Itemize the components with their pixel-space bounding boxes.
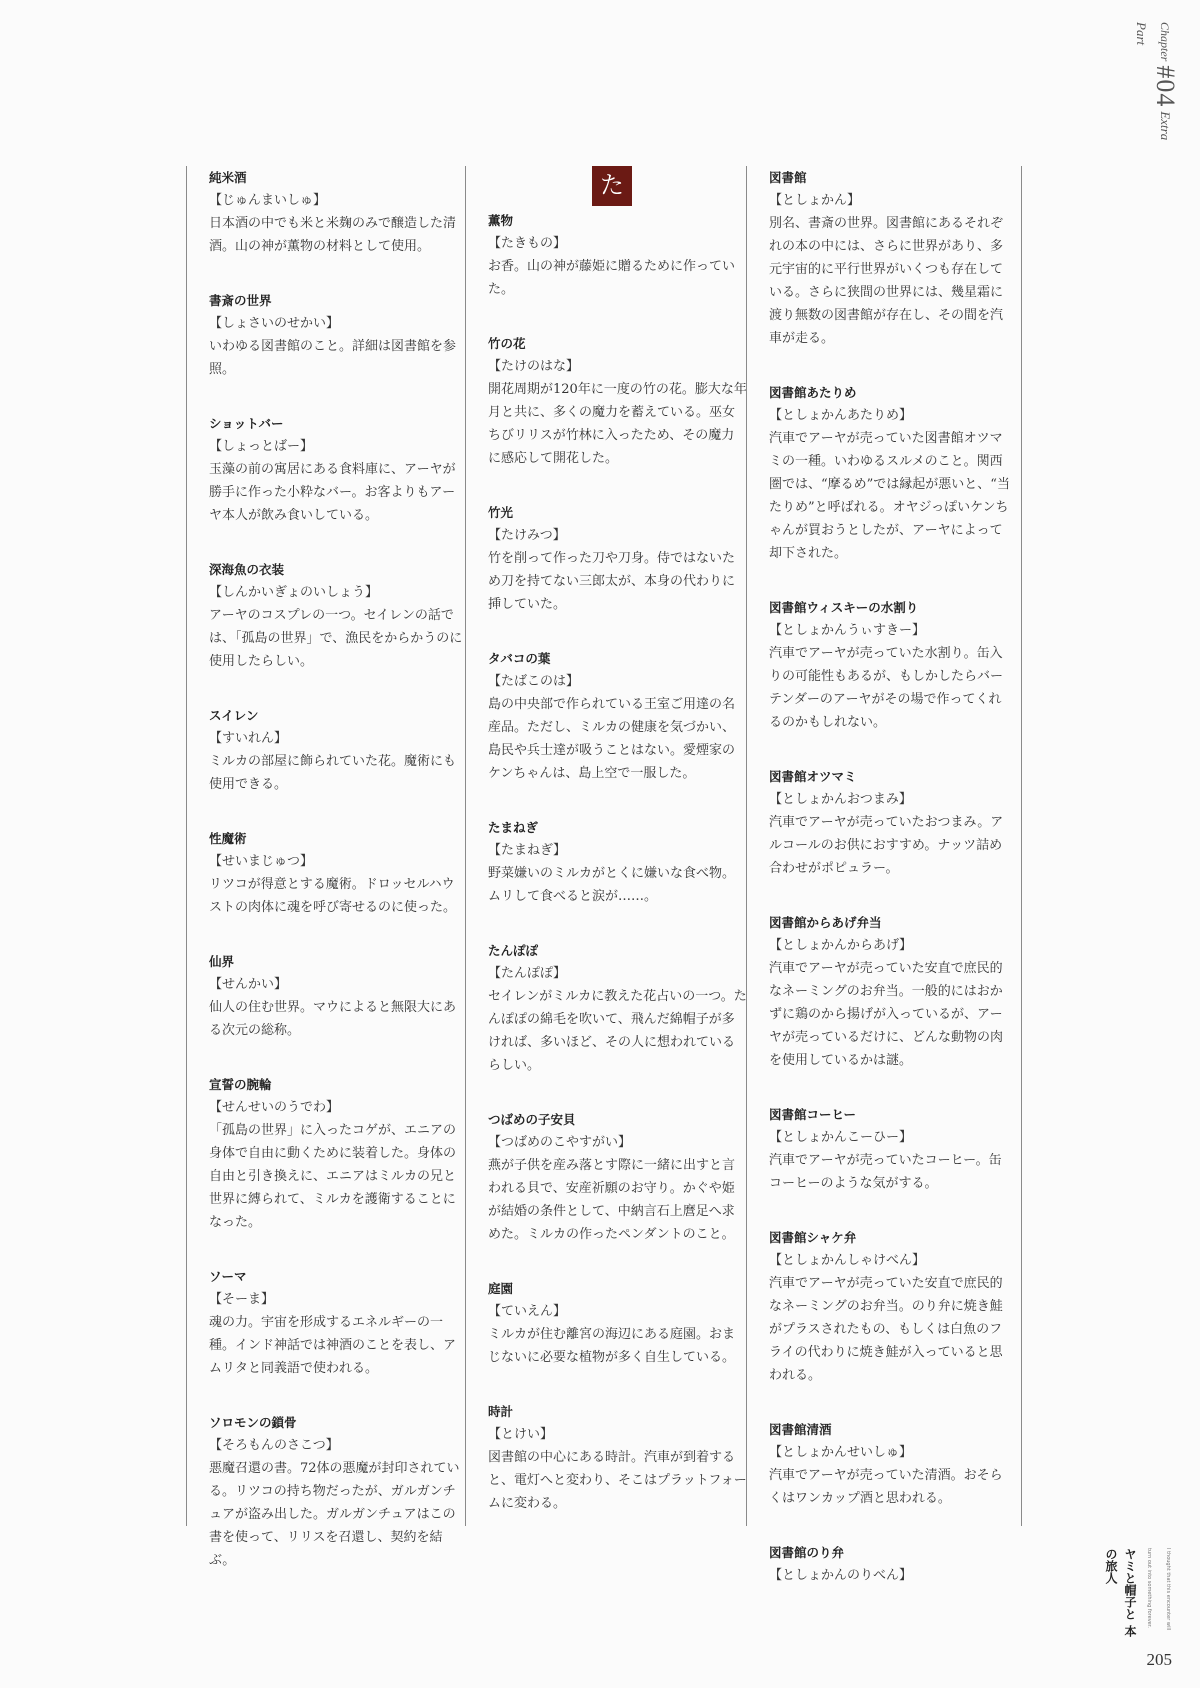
entry-description: 開花周期が120年に一度の竹の花。膨大な年月と共に、多くの魔力を蓄えている。巫女ちびリリスが竹林に入ったため、その魔力に感応して開花した。 bbox=[488, 382, 747, 466]
entry-reading: 【としょかんうぃすきー】 bbox=[769, 623, 926, 638]
entry-reading: 【すいれん】 bbox=[209, 731, 288, 746]
glossary-entry bbox=[769, 1103, 1013, 1195]
entry-reading: 【としょかんせいしゅ】 bbox=[769, 1445, 913, 1460]
glossary-entry bbox=[769, 381, 1013, 565]
glossary-entry bbox=[769, 765, 1013, 880]
entry-description: 別名、書斎の世界。図書館にあるそれぞれの本の中には、さらに世界があり、多元宇宙的に平行世界がいくつも存在している。さらに狭間の世界には、幾星霜に渡り無数の図書館が存在し、その間を汽車が走る。 bbox=[769, 216, 1004, 346]
glossary-entry bbox=[769, 1541, 1013, 1587]
entry-description: ミルカの部屋に飾られていた花。魔術にも使用できる。 bbox=[209, 754, 457, 792]
entry-description: 汽車でアーヤが売っていた清酒。おそらくはワンカップ酒と思われる。 bbox=[769, 1468, 1003, 1506]
entry-description: 汽車でアーヤが売っていたおつまみ。アルコールのお供におすすめ。ナッツ詰め合わせがポピュラー。 bbox=[769, 815, 1004, 876]
entry-reading: 【しんかいぎょのいしょう】 bbox=[209, 585, 379, 600]
entry-term: 深海魚の衣装 bbox=[209, 562, 285, 577]
entry-reading: 【としょかんからあげ】 bbox=[769, 938, 913, 953]
entry-reading: 【たんぽぽ】 bbox=[488, 966, 567, 981]
entry-reading: 【としょかんこーひー】 bbox=[769, 1130, 913, 1145]
entry-term: 図書館コーヒー bbox=[769, 1107, 857, 1122]
entry-term: タバコの葉 bbox=[488, 651, 551, 666]
entry-term: 竹光 bbox=[488, 505, 514, 520]
page-number: 205 bbox=[1146, 1650, 1172, 1669]
glossary-entry bbox=[209, 1265, 466, 1380]
entry-description: 魂の力。宇宙を形成するエネルギーの一種。インド神話では神酒のことを表し、アムリタと同義語で使われる。 bbox=[209, 1315, 457, 1376]
entry-reading: 【としょかんおつまみ】 bbox=[769, 792, 912, 807]
entry-description: 日本酒の中でも米と米麹のみで醸造した清酒。山の神が薫物の材料として使用。 bbox=[209, 216, 457, 254]
entry-description: 燕が子供を産み落とす際に一緒に出すと言われる貝で、安産祈願のお守り。かぐや姫が結婚の条件として、中納言石上麿足へ求めた。ミルカの作ったペンダントのこと。 bbox=[488, 1158, 736, 1242]
entry-reading: 【たばこのは】 bbox=[488, 674, 580, 689]
entry-reading: 【そろもんのさこつ】 bbox=[209, 1438, 339, 1453]
entry-reading: 【としょかんのりべん】 bbox=[769, 1568, 913, 1583]
glossary-column-3 bbox=[746, 166, 1022, 1583]
glossary-entry bbox=[769, 1226, 1013, 1387]
entry-description: 仙人の住む世界。マウによると無限大にある次元の総称。 bbox=[209, 1000, 457, 1038]
glossary-entry bbox=[209, 827, 466, 919]
entry-description: 汽車でアーヤが売っていたコーヒー。缶コーヒーのような気がする。 bbox=[769, 1153, 1002, 1191]
glossary-column-1 bbox=[186, 166, 466, 1568]
glossary-entry bbox=[209, 950, 466, 1042]
entry-description: 汽車でアーヤが売っていた安直で庶民的なネーミングのお弁当。一般的にはおかずに鶏のから揚げが入っているが、アーヤが売っているだけに、どんな動物の肉を使用しているかは謎。 bbox=[769, 961, 1004, 1068]
entry-description: 野菜嫌いのミルカがとくに嫌いな食べ物。ムリして食べると涙が……。 bbox=[488, 866, 736, 904]
chapter-number: #04 bbox=[1151, 65, 1180, 108]
glossary-entry bbox=[488, 939, 747, 1077]
glossary-entry bbox=[488, 209, 747, 301]
glossary-entry bbox=[209, 289, 466, 381]
entry-term: たんぽぽ bbox=[488, 943, 539, 958]
entry-term: 宣誓の腕輪 bbox=[209, 1077, 272, 1092]
entry-description: セイレンがミルカに教えた花占いの一つ。たんぽぽの綿毛を吹いて、飛んだ綿帽子が多ければ、多いほど、その人に想われているらしい。 bbox=[488, 989, 747, 1073]
book-title-footer bbox=[1104, 1548, 1178, 1638]
entry-term: 仙界 bbox=[209, 954, 235, 969]
entry-reading: 【せんせいのうでわ】 bbox=[209, 1100, 340, 1115]
entry-term: 図書館あたりめ bbox=[769, 385, 857, 400]
section-kana-badge: た bbox=[592, 166, 632, 206]
entry-term: 図書館ウィスキーの水割り bbox=[769, 600, 919, 615]
entry-term: 庭園 bbox=[488, 1281, 514, 1296]
footer-title-line-2: 本の旅人 bbox=[1104, 1548, 1137, 1638]
glossary-entry bbox=[488, 1400, 747, 1515]
entry-term: 図書館清酒 bbox=[769, 1422, 832, 1437]
glossary-entry bbox=[769, 911, 1013, 1072]
entry-description: 図書館の中心にある時計。汽車が到着すると、電灯へと変わり、そこはプラットフォームに変わる。 bbox=[488, 1450, 747, 1511]
glossary-entry bbox=[209, 558, 466, 673]
entry-term: ショットバー bbox=[209, 416, 284, 431]
entry-description: 汽車でアーヤが売っていた図書館オツマミの一種。いわゆるスルメのこと。関西圏では、“摩るめ”では縁起が悪いと、“当たりめ”と呼ばれる。オヤジっぽいケンちゃんが買おうとしたが、アーヤによって却下された。 bbox=[769, 431, 1010, 561]
entry-term: 時計 bbox=[488, 1404, 514, 1419]
glossary-entry bbox=[488, 501, 747, 616]
glossary-column-2 bbox=[465, 166, 747, 1526]
entry-term: 書斎の世界 bbox=[209, 293, 272, 308]
entry-reading: 【しょさいのせかい】 bbox=[209, 316, 340, 331]
glossary-entry bbox=[769, 166, 1013, 350]
entry-reading: 【たけみつ】 bbox=[488, 528, 566, 543]
chapter-mark bbox=[1120, 22, 1180, 142]
entry-description: リツコが得意とする魔術。ドロッセルハウストの肉体に魂を呼び寄せるのに使った。 bbox=[209, 877, 457, 915]
glossary-entry bbox=[209, 1073, 466, 1234]
entry-description: ミルカが住む離宮の海辺にある庭園。おまじないに必要な植物が多く自生している。 bbox=[488, 1327, 736, 1365]
entry-reading: 【つばめのこやすがい】 bbox=[488, 1135, 632, 1150]
entry-reading: 【ていえん】 bbox=[488, 1304, 567, 1319]
entry-reading: 【としょかん】 bbox=[769, 193, 861, 208]
entry-reading: 【たまねぎ】 bbox=[488, 843, 567, 858]
entry-reading: 【とけい】 bbox=[488, 1427, 554, 1442]
entry-term: 図書館オツマミ bbox=[769, 769, 857, 784]
entry-description: アーヤのコスプレの一つ。セイレンの話では、「孤島の世界」で、漁民をからかうのに使用したらしい。 bbox=[209, 608, 463, 669]
entry-term: 図書館からあげ弁当 bbox=[769, 915, 882, 930]
entry-term: 図書館シャケ弁 bbox=[769, 1230, 857, 1245]
entry-term: ソロモンの鎖骨 bbox=[209, 1415, 297, 1430]
entry-reading: 【しょっとばー】 bbox=[209, 439, 314, 454]
entry-reading: 【せいまじゅつ】 bbox=[209, 854, 314, 869]
entry-description: 島の中央部で作られている王室ご用達の名産品。ただし、ミルカの健康を気づかい、島民や兵士達が吸うことはない。愛煙家のケンちゃんは、島上空で一服した。 bbox=[488, 697, 736, 781]
entry-term: 薫物 bbox=[488, 213, 514, 228]
entry-reading: 【そーま】 bbox=[209, 1292, 275, 1307]
chapter-subtitle: Extra Part bbox=[1134, 22, 1173, 141]
entry-reading: 【としょかんしゃけべん】 bbox=[769, 1253, 926, 1268]
entry-term: 図書館のり弁 bbox=[769, 1545, 845, 1560]
glossary-entry bbox=[488, 1108, 747, 1246]
glossary-entry bbox=[209, 412, 466, 527]
entry-term: スイレン bbox=[209, 708, 259, 723]
entry-term: つばめの子安貝 bbox=[488, 1112, 576, 1127]
footer-tagline: I thought that this encounter will turn out into something forever. bbox=[1146, 1548, 1171, 1631]
entry-term: 竹の花 bbox=[488, 336, 526, 351]
glossary-entry bbox=[488, 647, 747, 785]
glossary-entry bbox=[209, 1411, 466, 1572]
glossary-entry bbox=[769, 1418, 1013, 1510]
glossary-entry bbox=[209, 166, 466, 258]
entry-term: 性魔術 bbox=[209, 831, 247, 846]
entry-reading: 【たきもの】 bbox=[488, 236, 567, 251]
entry-description: 竹を削って作った刀や刀身。侍ではないため刀を持てない三郎太が、本身の代わりに挿していた。 bbox=[488, 551, 736, 612]
entry-reading: 【じゅんまいしゅ】 bbox=[209, 193, 327, 208]
entry-description: 「孤島の世界」に入ったコゲが、エニアの身体で自由に動くために装着した。身体の自由と引き換えに、エニアはミルカの兄と世界に縛られて、ミルカを護衛することになった。 bbox=[209, 1123, 457, 1230]
entry-term: ソーマ bbox=[209, 1269, 247, 1284]
entry-description: お香。山の神が藤姫に贈るために作っていた。 bbox=[488, 259, 736, 297]
glossary-entry bbox=[488, 332, 747, 470]
glossary-entry bbox=[769, 596, 1013, 734]
footer-title-line-1: ヤミと帽子と bbox=[1123, 1548, 1137, 1620]
entry-description: 悪魔召還の書。72体の悪魔が封印されている。リツコの持ち物だったが、ガルガンチュアが盗み出した。ガルガンチュアはこの書を使って、リリスを召還し、契約を結ぶ。 bbox=[209, 1461, 460, 1568]
entry-term: 図書館 bbox=[769, 170, 807, 185]
glossary-entry bbox=[488, 816, 747, 908]
entry-term: 純米酒 bbox=[209, 170, 247, 185]
glossary-entry bbox=[209, 704, 466, 796]
entry-term: たまねぎ bbox=[488, 820, 539, 835]
glossary-entry bbox=[488, 1277, 747, 1369]
entry-description: 汽車でアーヤが売っていた水割り。缶入りの可能性もあるが、もしかしたらバーテンダーのアーヤがその場で作ってくれるのかもしれない。 bbox=[769, 646, 1004, 730]
entry-description: 汽車でアーヤが売っていた安直で庶民的なネーミングのお弁当。のり弁に焼き鮭がプラスされたもの、もしくは白魚のフライの代わりに焼き鮭が入っていると思われる。 bbox=[769, 1276, 1003, 1383]
entry-reading: 【たけのはな】 bbox=[488, 359, 580, 374]
entry-reading: 【せんかい】 bbox=[209, 977, 288, 992]
entry-reading: 【としょかんあたりめ】 bbox=[769, 408, 913, 423]
chapter-word: Chapter bbox=[1158, 22, 1172, 62]
entry-description: 玉藻の前の寓居にある食料庫に、アーヤが勝手に作った小粋なバー。お客よりもアーヤ本人が飲み食いしている。 bbox=[209, 462, 456, 523]
entry-description: いわゆる図書館のこと。詳細は図書館を参照。 bbox=[209, 339, 457, 377]
